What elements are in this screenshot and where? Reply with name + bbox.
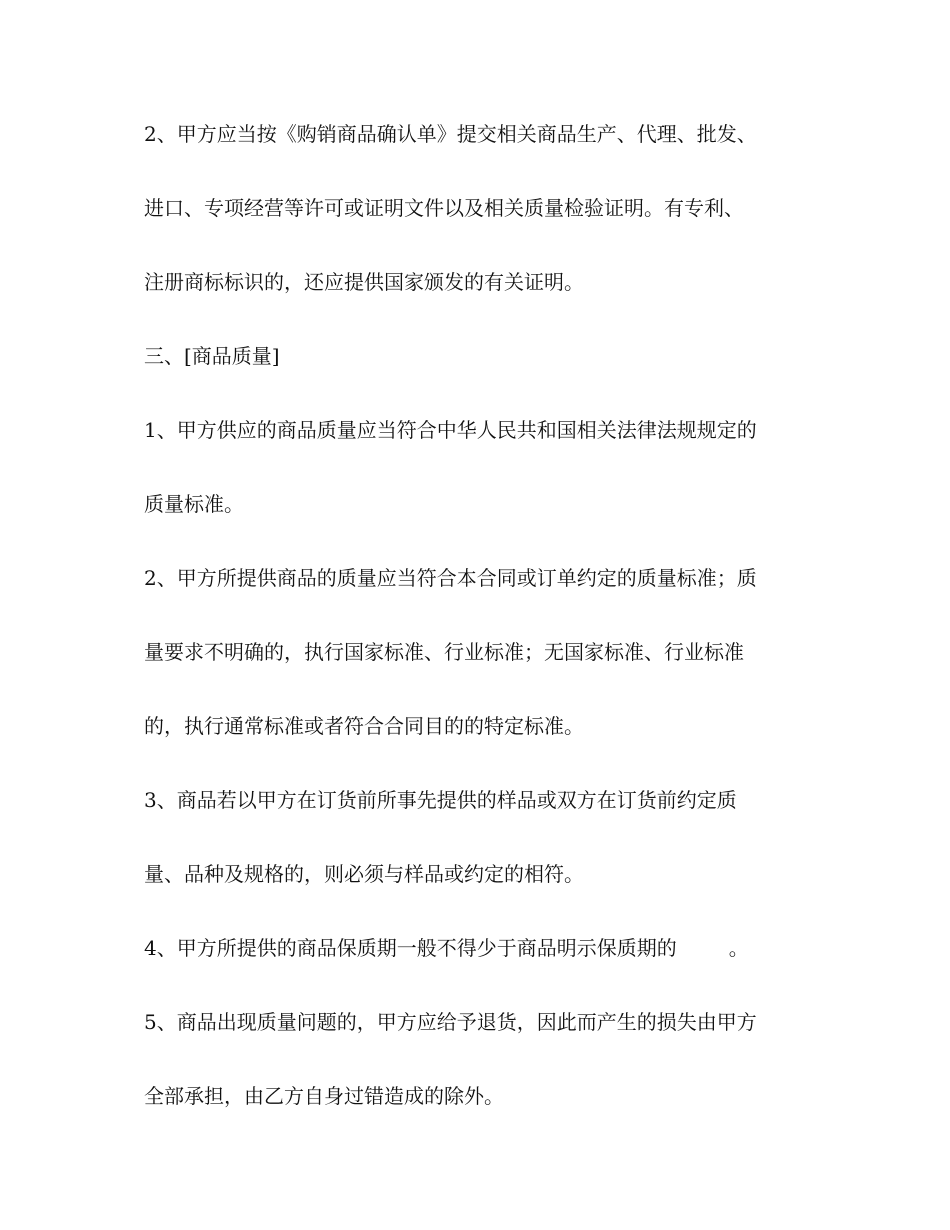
section-heading: 三、[商品质量]: [144, 344, 280, 368]
text-line: 5、商品出现质量问题的，甲方应给予退货，因此而产生的损失由甲方: [144, 1010, 757, 1034]
text-line: 2、甲方所提供商品的质量应当符合本合同或订单约定的质量标准；质: [144, 566, 757, 590]
text-line: 注册商标标识的，还应提供国家颁发的有关证明。: [144, 270, 584, 294]
text-line: 全部承担，由乙方自身过错造成的除外。: [144, 1084, 504, 1108]
text-line: 质量标准。: [144, 492, 244, 516]
document-body: [144, 124, 824, 1106]
text-line: 进口、专项经营等许可或证明文件以及相关质量检验证明。有专利、: [144, 196, 744, 220]
text-segment: 4、甲方所提供的商品保质期一般不得少于商品明示保质期的: [144, 936, 677, 960]
text-line: 量、品种及规格的，则必须与样品或约定的相符。: [144, 862, 584, 886]
text-line: 2、甲方应当按《购销商品确认单》提交相关商品生产、代理、批发、: [144, 122, 757, 146]
text-line: 的，执行通常标准或者符合合同目的的特定标准。: [144, 714, 584, 738]
text-segment-end: 。: [728, 936, 749, 960]
text-line: 3、商品若以甲方在订货前所事先提供的样品或双方在订货前约定质: [144, 788, 737, 812]
text-line: 1、甲方供应的商品质量应当符合中华人民共和国相关法律法规规定的: [144, 418, 757, 442]
text-line: 量要求不明确的，执行国家标准、行业标准；无国家标准、行业标准: [144, 640, 744, 664]
text-line-with-blank: [144, 938, 824, 958]
